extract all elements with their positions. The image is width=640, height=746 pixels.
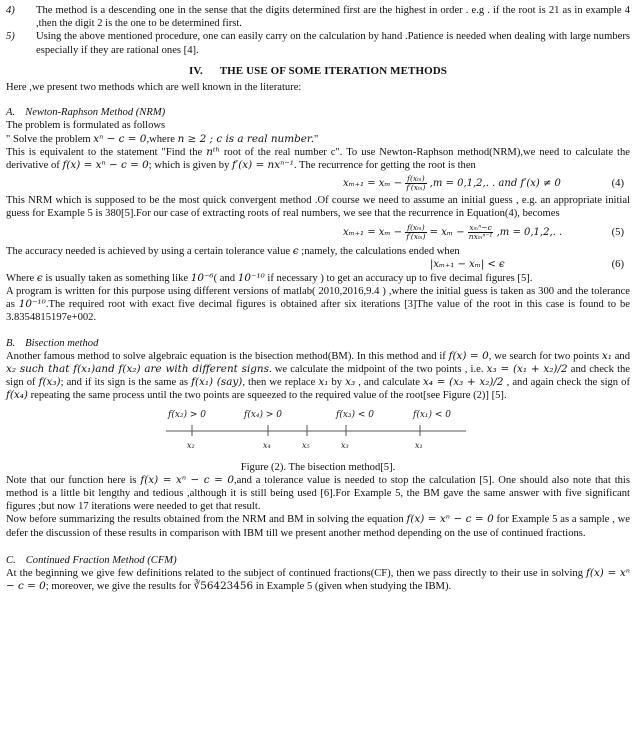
math-expression: 10⁻¹⁰ [18,298,46,311]
text-run: Now before summarizing the results obtained from the NRM and BM in solving the equation [6,514,407,526]
section-intro: Here ,we present two methods which are well known in the literature: [6,82,302,94]
math-expression: f(x) = xⁿ − c = 0 [62,159,149,172]
fraction-numerator: f(xₘ) [407,173,425,183]
equation-lhs: xₘ₊₁ = xₘ − [343,227,403,239]
subsection-title: Newton-Raphson Method (NRM) [25,107,166,119]
section-heading: IV. THE USE OF SOME ITERATION METHODS [188,64,448,77]
list-text: The method is a descending one in the sense that the digits determined first are the highest in order . e.g . if the root is 21 as in example 4 ,then the digit 2 is the one to be determined first. [36,5,630,30]
paragraph [6,245,630,258]
math-expression: f(x) = xⁿ − c = 0 [140,473,234,486]
text-run: ,and a tolerance value is needed to stop the calculation [5]. One should also note that this method is a little bit lengthy and tedious ,although it is still being used [6].For Example 5, the BM gave the same answer with five significant figures ;but now 17 iterations were needed to get that result. [6,474,630,513]
text-run: ; which is given by [148,160,233,172]
equation-5 [6,221,630,245]
math-expression: x₁ [318,376,329,389]
subsection-heading-nrm [6,106,630,119]
equation-body: |xₘ₊₁ − xₘ| < ϵ [430,259,505,271]
text-run: for Example 5 as a sample , we defer the discussion of these results in comparison with IBM till we present another method depending on the use of continued fractions. [6,514,631,539]
text-run: ; and if its sign is the same as [60,377,192,389]
math-expression: x₃ [345,376,356,389]
equation-number: (5) [611,227,624,239]
paragraph [6,133,630,146]
equation-middle: = xₘ − [426,227,465,239]
subsection-title: Continued Fraction Method (CFM) [25,554,177,566]
text-run: is usually taken as something like [42,272,191,284]
math-expression: nᵗʰ [206,145,220,158]
list-number: 5) [6,31,15,43]
list-item [6,4,630,30]
text-run: A program is written for this purpose using different versions of matlab( 2010,2016,9.4 ) ,where the initial guess is taken as 300 and the tolerance as [6,286,630,311]
text-run: ( and [213,272,238,284]
subsection-title: Bisection method [25,337,99,349]
text-run: " Solve the problem [6,133,94,145]
text-run: . we calculate the midpoint of the two points , i.e. [268,364,487,376]
text-run: Another famous method to solve algebraic equation is the bisection method(BM). In this method and if [6,350,449,362]
text-run: " [314,133,319,145]
text-run: , and again check the sign of [503,377,630,389]
fraction-numerator: f(xₘ) [407,223,425,233]
fraction [468,224,494,241]
text-run: ,where [146,133,178,145]
math-expression: x₂ such that f(x₁)and f(x₂) are with different signs [6,363,269,376]
bisection-diagram [6,407,630,459]
text-run: ;namely, the calculations ended when [298,245,460,257]
equation-4 [6,172,630,194]
math-expression: 10⁻⁶ [190,271,214,284]
math-expression: f(x) = 0 [448,349,489,362]
math-expression: f(x₄) [6,389,28,402]
text-run: , then we replace [242,377,319,389]
text-run: . The recurrence for getting the root is then [293,160,476,172]
text-run: ; moreover, we give the results for [45,581,194,593]
fig-label-top: f(x₂) > 0 [168,409,207,420]
text-run: in Example 5 (given when studying the IBM). [253,581,452,593]
equation-rhs: ,m = 0,1,2,. . [493,227,563,239]
math-expression: f(x₁) (say) [191,376,243,389]
equation-lhs: xₘ₊₁ = xₘ − [343,177,403,189]
text-run: .The required root with exact five decimal figures is obtained after six iterations [3]The value of the root in this case is found to be 3.8354815197e+002. [6,299,630,324]
text-run: Where [6,272,37,284]
math-expression: xⁿ − c = 0 [93,132,147,145]
paragraph [6,513,630,539]
equation-rhs: ,m = 0,1,2,. . and f′(x) ≠ 0 [426,177,561,189]
figure-caption: Figure (2). The bisection method[5]. [240,461,396,473]
paragraph [6,350,630,403]
subsection-letter: B. [6,337,16,349]
text-run: and [611,350,631,362]
paper-page [6,2,630,594]
text-run: root of the real number c". To use Newton-Raphson method(NRM),we need to calculate the derivative of [6,146,631,172]
math-expression: ϵ [36,271,43,284]
fig-label-bottom: x₂ [187,440,195,450]
math-expression: n ≥ 2 ; c is a real number. [177,132,315,145]
math-expression: x₁ [601,349,612,362]
text-run: The accuracy needed is achieved by using a certain tolerance value [6,245,293,257]
fraction-denominator: f′(xₘ) [406,182,426,192]
text-run: if necessary ) to get an accuracy up to five decimal figures [5]. [264,272,533,284]
fraction-denominator: nxₘⁿ⁻¹ [468,232,493,242]
math-expression: f(x) = xⁿ − c = 0 [406,513,494,526]
paragraph [6,146,630,172]
subsection-letter: C. [6,554,16,566]
equation-body [343,224,562,241]
text-run: This is equivalent to the statement "Find the [6,146,207,158]
math-expression: f(x) = xⁿ − c = 0 [6,567,630,593]
equation-body [343,175,561,192]
list-number: 4) [6,5,15,16]
paragraph [6,272,630,285]
paragraph [6,567,630,593]
equation-number: (4) [611,177,624,189]
paragraph [6,285,630,325]
paragraph [6,474,630,514]
text-run: by [328,377,346,389]
text-run: and check the sign of [6,364,631,389]
equation-number: (6) [611,259,624,271]
list-item [6,30,630,56]
fig-label-bottom: x₅ [302,440,310,450]
fig-label-top: f(x₃) < 0 [336,409,375,420]
math-expression: f′(x) = nxⁿ⁻¹ [232,159,294,172]
fig-label-top: f(x₁) < 0 [413,409,452,420]
subsection-heading-cfm [6,554,630,567]
math-expression: x₄ = (x₃ + x₂)/2 [422,376,504,389]
paragraph: This NRM which is supposed to be the most quick convergent method .Of course we need to assume an initial guess , e.g. an appropriate initial guess for Example 5 is 380[5].For our case of extracting roots of real numbers, we see that the recurrence in Equation(4), becomes [6,195,630,220]
list-text: Using the above mentioned procedure, one can easily carry on the calculation by hand .Patience is needed when dealing with large numbers especially if they are rational ones [4]. [36,31,630,56]
math-expression: f(x₃) [38,376,61,389]
math-expression: 10⁻¹⁰ [237,271,265,284]
bisection-figure [6,407,630,459]
fraction [405,224,426,241]
subsection-letter: A. [6,107,16,119]
fraction [405,175,426,192]
text-run: Note that our function here is [6,474,141,486]
fig-label-bottom: x₁ [415,440,423,450]
fig-label-top: f(x₄) > 0 [244,409,283,420]
text-run: , and calculate [355,377,423,389]
equation-6 [6,258,630,272]
math-expression: ϵ [292,244,299,257]
fig-label-bottom: x₃ [341,440,349,450]
paragraph: The problem is formulated as follows [6,120,166,132]
fraction-denominator: f′(xₘ) [406,232,426,242]
text-run: repeating the same process until the two points are squeezed to the required value of the root[see Figure (2)] [5]. [27,390,507,402]
subsection-heading-bm [6,337,630,350]
math-expression: ∛56423456 [193,580,254,593]
text-run: , we search for two points [488,350,602,362]
math-expression: x₃ = (x₁ + x₂)/2 [486,363,568,376]
fig-label-bottom: x₄ [263,440,271,450]
text-run: At the beginning we give few definitions related to the subject of continued fractions(CF), then we pass directly to their use in solving [6,568,587,580]
fraction-numerator: xₘⁿ−c [469,223,492,233]
